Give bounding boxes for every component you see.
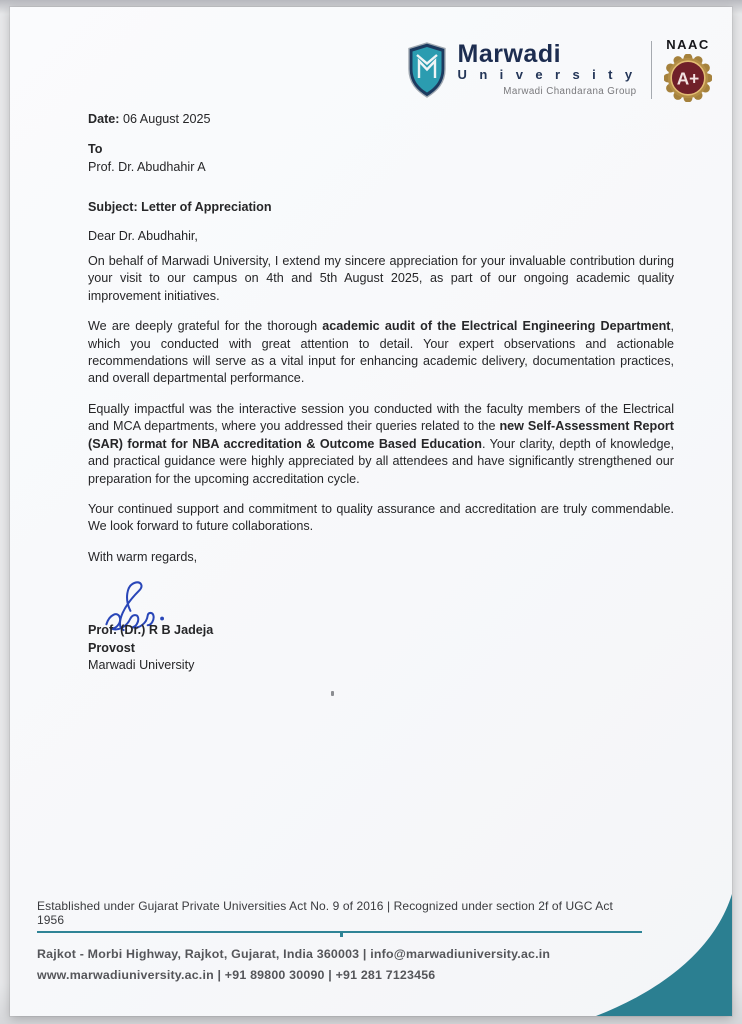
- recipient-name: Prof. Dr. Abudhahir A: [88, 159, 206, 174]
- footer-divider-dot: [340, 933, 343, 937]
- footer-divider: [37, 931, 642, 933]
- paragraph-3-text-cont: . Your clarity, depth of knowledge, and practical guidance were highly appreciated by all attendees and have significantly strengthened our preparation for the upcoming accreditation cycle.: [88, 436, 674, 486]
- corner-accent-shape: [596, 894, 732, 1016]
- paragraph-3-bold-text: new Self-Assessment Report (SAR) format for NBA accreditation & Outcome Based Education: [88, 419, 675, 451]
- paragraph-3-text: Equally impactful was the interactive session you conducted with the faculty members of the Electrical and MCA departments, where you addressed their queries related to the: [88, 401, 674, 434]
- signatory-name: Prof. (Dr.) R B Jadeja: [88, 623, 214, 638]
- address-line: Rajkot - Morbi Highway, Rajkot, Gujarat, India 360003 | info@marwadiuniversity.ac.in: [37, 947, 551, 961]
- brand-subname: U n i v e r s i t y: [457, 67, 637, 83]
- to-block: [88, 141, 674, 176]
- paragraph-2-text: We are deeply grateful for the thorough: [88, 319, 323, 334]
- date-label: Date:: [88, 112, 120, 126]
- to-label: To: [88, 142, 103, 157]
- paragraph-3: [88, 401, 674, 488]
- signatory-org: Marwadi University: [88, 657, 195, 672]
- date-line: [88, 111, 674, 128]
- letter-page: [10, 7, 732, 1016]
- footer: [37, 899, 642, 986]
- paragraph-1-text: On behalf of Marwadi University, I extend my sincere appreciation for your invaluable contribution during your visit to our campus on 4th and 5th August 2025, as part of our ongoing academic quality improvement initiatives.: [88, 254, 674, 303]
- paragraph-1: [88, 253, 674, 305]
- letter-content: [88, 111, 674, 674]
- subject-value: Letter of Appreciation: [137, 200, 272, 215]
- paragraph-2: [88, 318, 674, 388]
- paragraph-2-bold-text: academic audit of the Electrical Engineering Department: [322, 319, 671, 334]
- paragraph-4-text: Your continued support and commitment to quality assurance and accreditation are truly commendable. We look forward to future collaborations.: [88, 501, 674, 534]
- subject-line: [88, 199, 674, 216]
- date-value: 06 August 2025: [119, 112, 211, 126]
- logo-divider: [651, 41, 653, 99]
- naac-block: [664, 37, 712, 102]
- university-shield-icon: [406, 42, 448, 98]
- signatory-title: Provost: [88, 640, 135, 655]
- letterhead: [406, 37, 712, 102]
- brand-text: [458, 42, 637, 96]
- legal-line: Established under Gujarat Private Universities Act No. 9 of 2016 | Recognized under section 2f of UGC Act 1956: [37, 899, 613, 927]
- salutation: Dear Dr. Abudhahir,: [88, 228, 198, 243]
- subject-label: Subject:: [88, 200, 138, 215]
- naac-grade-text: A+: [676, 68, 700, 89]
- brand-name: Marwadi: [457, 40, 562, 69]
- paragraph-2-text-cont: , which you conducted with great attention to detail. Your expert observations and actionable recommendations will serve as a vital input for enhancing academic delivery, documentation practices, and overall departmental performance.: [88, 319, 674, 386]
- scan-speck: [331, 691, 334, 696]
- closing: With warm regards,: [88, 549, 198, 564]
- contact-line: www.marwadiuniversity.ac.in | +91 89800 30090 | +91 281 7123456: [37, 968, 436, 982]
- group-name: Marwadi Chandarana Group: [503, 85, 637, 97]
- naac-label: NAAC: [666, 37, 710, 52]
- paragraph-4: [88, 501, 674, 536]
- naac-grade-badge: [664, 54, 712, 102]
